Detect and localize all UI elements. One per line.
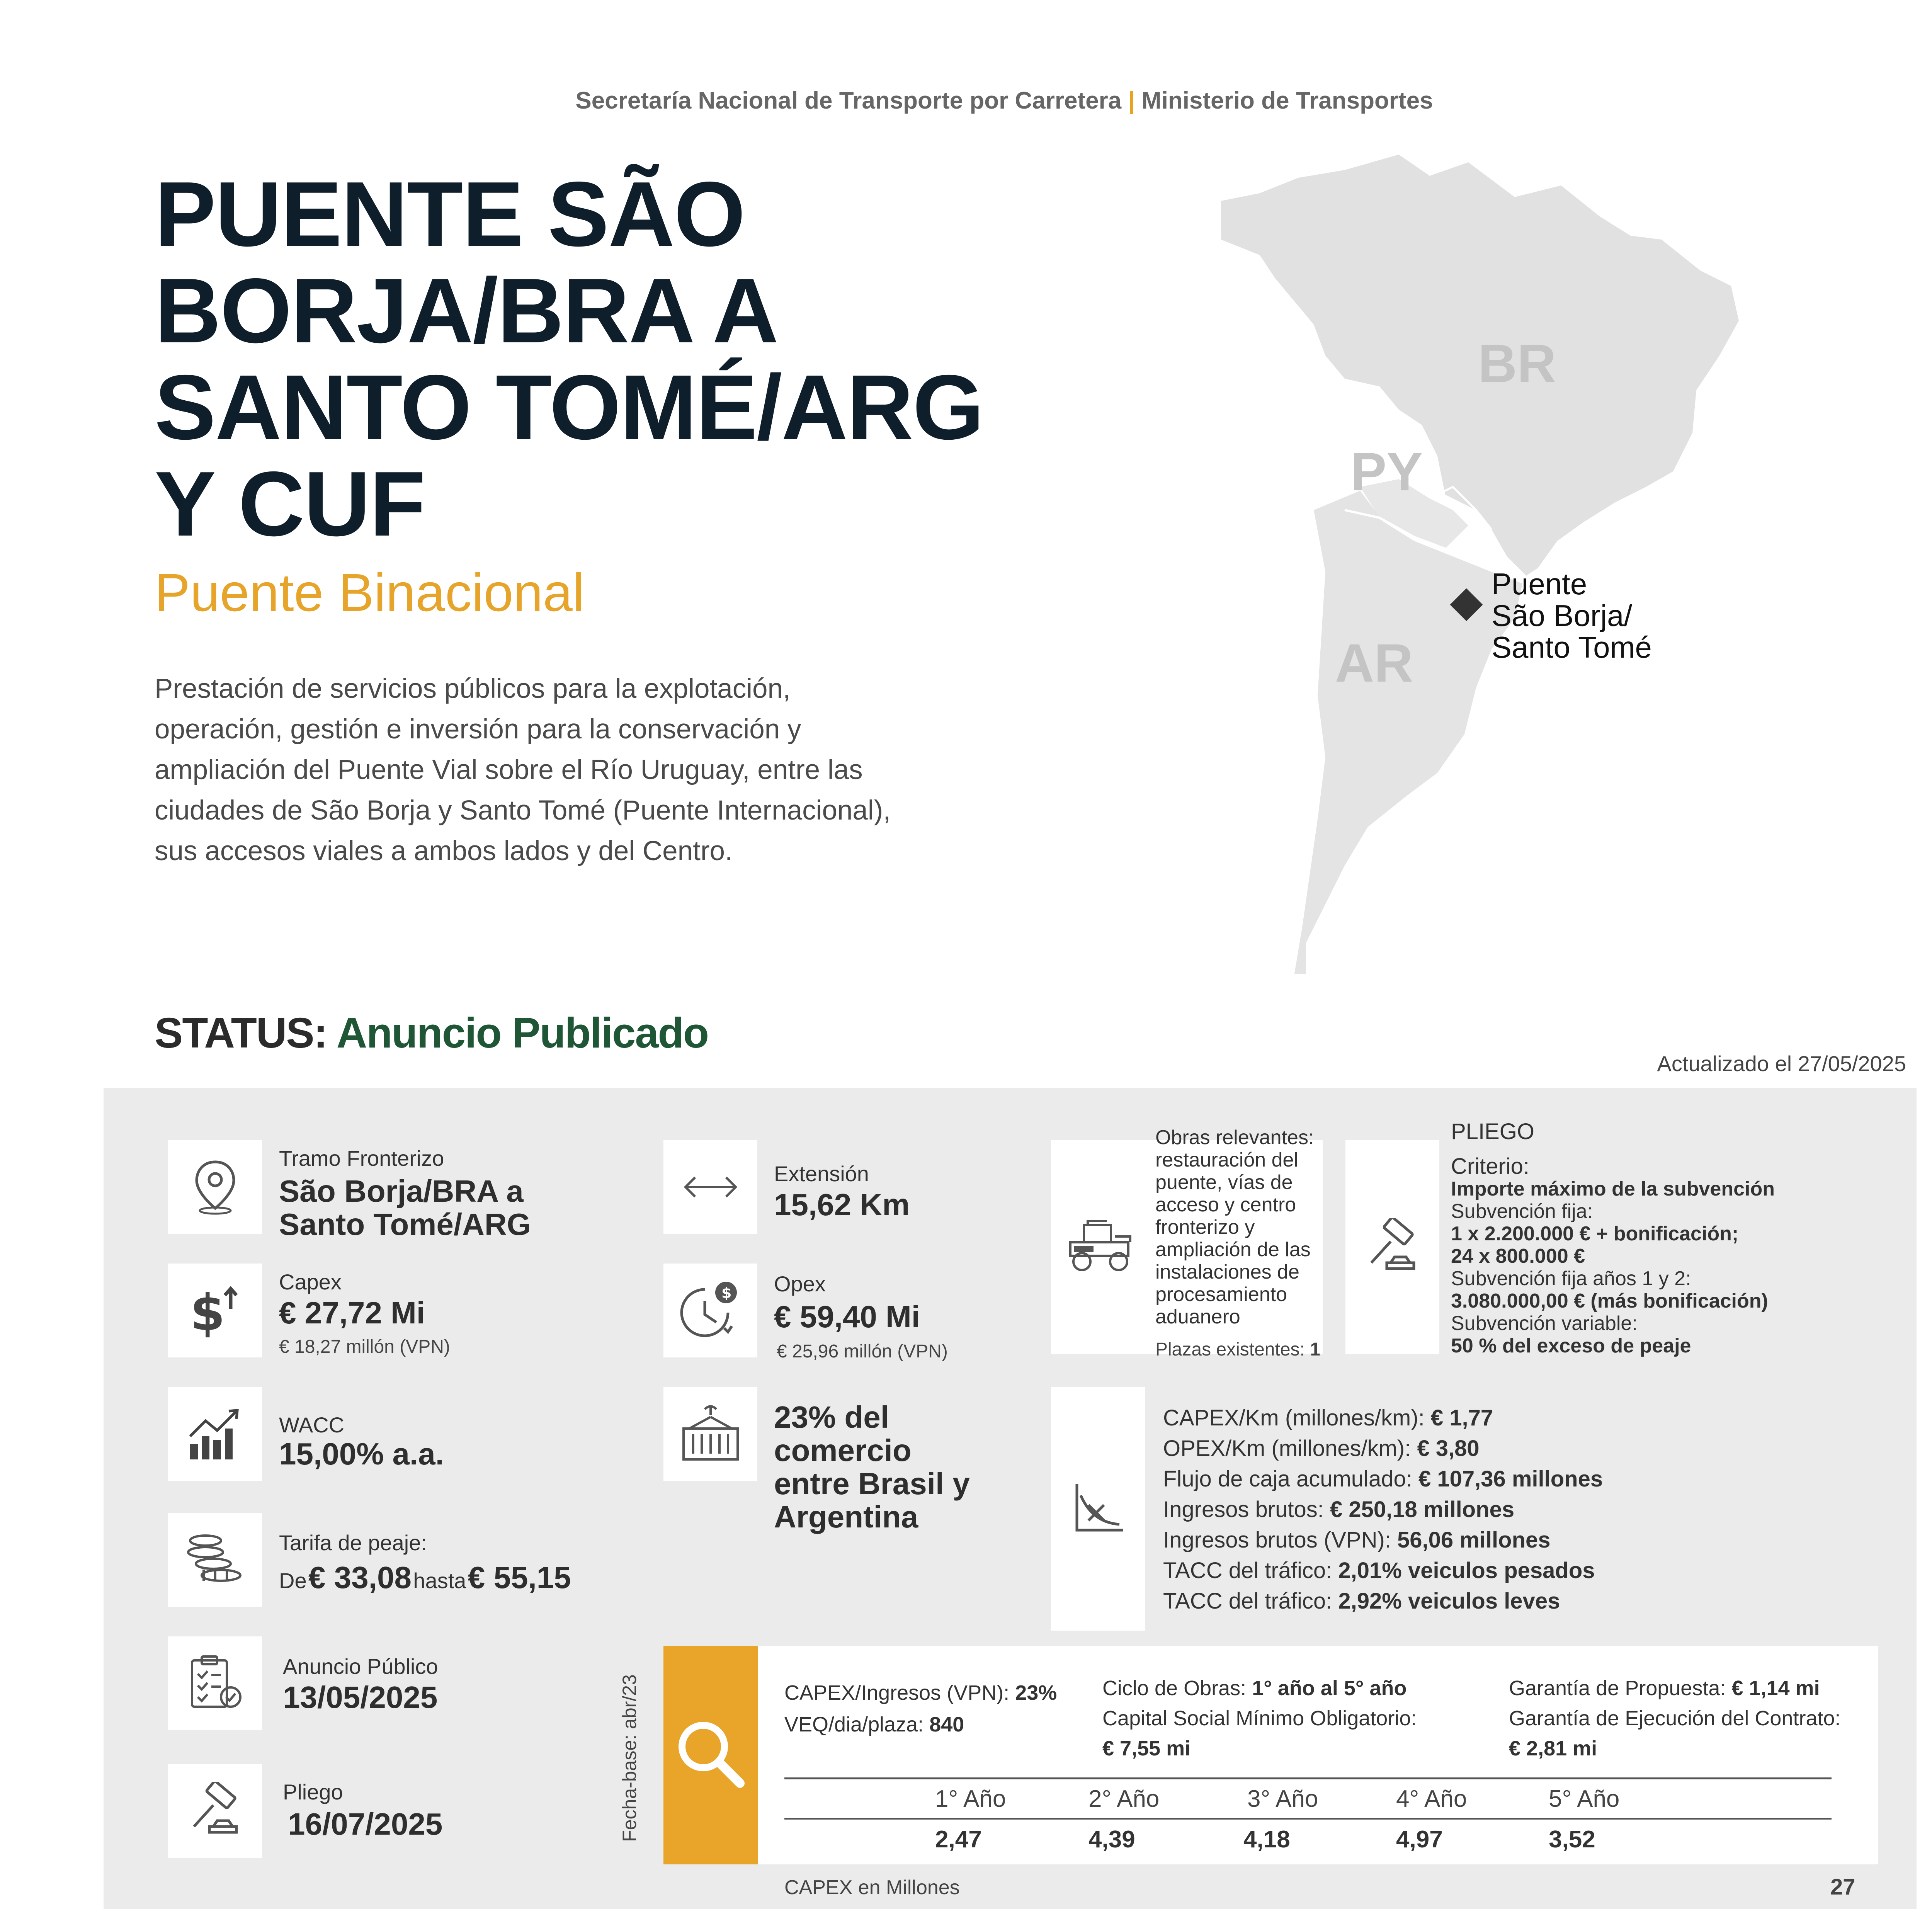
obras-line: Obras relevantes: xyxy=(1155,1126,1314,1149)
location-pin-icon xyxy=(168,1140,262,1234)
tarifa-to-value: € 55,15 xyxy=(468,1560,571,1595)
metrics-list xyxy=(1163,1403,1603,1616)
garantia-propuesta-label: Garantía de Propuesta: xyxy=(1509,1677,1732,1700)
extension-value: 15,62 Km xyxy=(774,1187,910,1222)
capex-label: Capex xyxy=(279,1270,342,1294)
clock-dollar-icon xyxy=(663,1264,757,1357)
title-line-1: PUENTE SÃO xyxy=(155,163,745,265)
document-check-icon xyxy=(168,1636,262,1730)
table-mid-rule xyxy=(784,1818,1832,1820)
metric-label: TACC del tráfico: xyxy=(1163,1558,1338,1583)
pliego-criterio-value: Importe máximo de la subvención xyxy=(1451,1178,1775,1200)
metric-value: 2,01% veiculos pesados xyxy=(1338,1558,1595,1583)
tramo-line-1: São Borja/BRA a xyxy=(279,1174,524,1208)
opex-vpn: € 25,96 millón (VPN) xyxy=(777,1341,948,1362)
title-line-3: SANTO TOMÉ/ARG xyxy=(155,356,984,459)
table-top-rule xyxy=(784,1777,1832,1779)
pliego-details xyxy=(1451,1121,1895,1357)
obras-line: ampliación de las xyxy=(1155,1238,1311,1261)
page-subtitle: Puente Binacional xyxy=(155,563,585,622)
search-icon xyxy=(672,1716,750,1795)
metric-label: CAPEX/Km (millones/km): xyxy=(1163,1405,1431,1430)
obras-text xyxy=(1155,1126,1321,1328)
capex-caption: CAPEX en Millones xyxy=(784,1876,960,1899)
bridge-label-line-3: Santo Tomé xyxy=(1492,630,1652,664)
wacc-label: WACC xyxy=(279,1413,345,1437)
south-america-map xyxy=(1198,139,1777,1020)
metric-label: TACC del tráfico: xyxy=(1163,1588,1338,1614)
pliego-fija-label: Subvención fija: xyxy=(1451,1200,1593,1223)
metric-label: Ingresos brutos (VPN): xyxy=(1163,1527,1397,1553)
pliego-fija12-value: 3.080.000,00 € (más bonificación) xyxy=(1451,1290,1768,1312)
ciclo-label: Ciclo de Obras: xyxy=(1102,1677,1252,1700)
obras-line: fronterizo y xyxy=(1155,1216,1255,1238)
title-line-2: BORJA/BRA A xyxy=(155,260,778,362)
metric-value: 56,06 millones xyxy=(1397,1527,1551,1553)
details-col-3 xyxy=(1509,1673,1841,1764)
garantia-ejecucion-label: Garantía de Ejecución del Contrato: xyxy=(1509,1707,1841,1730)
pliego-fija12-label: Subvención fija años 1 y 2: xyxy=(1451,1267,1691,1290)
bridge-label xyxy=(1492,568,1652,663)
capex-ingresos-value: 23% xyxy=(1015,1681,1057,1704)
obras-line: puente, vías de xyxy=(1155,1171,1293,1194)
tramo-label: Tramo Fronterizo xyxy=(279,1146,444,1170)
garantia-propuesta-value: € 1,14 mi xyxy=(1731,1677,1820,1700)
pliego-date-value: 16/07/2025 xyxy=(288,1807,443,1841)
tarifa-range xyxy=(279,1561,571,1594)
status-label: STATUS: xyxy=(155,1009,327,1057)
obras-line: procesamiento xyxy=(1155,1283,1287,1306)
metric-value: € 3,80 xyxy=(1417,1436,1480,1461)
tramo-line-2: Santo Tomé/ARG xyxy=(279,1207,531,1242)
metric-row xyxy=(1163,1464,1603,1494)
details-col-2 xyxy=(1102,1673,1417,1764)
double-arrow-icon xyxy=(663,1140,757,1234)
container-icon xyxy=(663,1387,757,1481)
extension-label: Extensión xyxy=(774,1162,869,1186)
header-secretaria: Secretaría Nacional de Transporte por Carretera xyxy=(575,87,1122,114)
veq-label: VEQ/dia/plaza: xyxy=(784,1713,930,1736)
anuncio-date: 13/05/2025 xyxy=(283,1680,438,1714)
updated-date: Actualizado el 27/05/2025 xyxy=(1657,1051,1906,1076)
metric-value: 2,92% veiculos leves xyxy=(1338,1588,1560,1614)
metric-value: € 250,18 millones xyxy=(1330,1497,1515,1522)
coins-icon xyxy=(168,1513,262,1607)
project-description: Prestación de servicios públicos para la explotación, operación, gestión e inversión para la conservación y ampliación del Puente Vial sobre el Río Uruguay, entre las ciudades de São Borja y Santo Tomé (Puente Internacional), sus accesos viales a ambos lados y del Centro. xyxy=(155,673,891,866)
pliego-fija-value-2: 24 x 800.000 € xyxy=(1451,1245,1585,1267)
obras-line: acceso y centro xyxy=(1155,1194,1296,1216)
map-label-py: PY xyxy=(1350,441,1423,502)
veq-value: 840 xyxy=(929,1713,964,1736)
year-value: 4,97 xyxy=(1396,1826,1443,1853)
metric-value: € 1,77 xyxy=(1430,1405,1493,1430)
year-header: 5° Año xyxy=(1549,1786,1620,1812)
tarifa-from-value: € 33,08 xyxy=(308,1560,412,1595)
metric-label: Flujo de caja acumulado: xyxy=(1163,1466,1418,1492)
bridge-label-line-2: São Borja/ xyxy=(1492,599,1633,633)
metric-row xyxy=(1163,1525,1603,1555)
header-separator: | xyxy=(1128,87,1135,114)
declining-chart-icon xyxy=(1051,1387,1145,1631)
metric-value: € 107,36 millones xyxy=(1418,1466,1603,1492)
metric-label: Ingresos brutos: xyxy=(1163,1497,1330,1522)
year-header: 3° Año xyxy=(1247,1786,1318,1812)
bridge-label-line-1: Puente xyxy=(1492,567,1587,601)
tarifa-label: Tarifa de peaje: xyxy=(279,1531,427,1555)
ciclo-value: 1° año al 5° año xyxy=(1252,1677,1407,1700)
svg-text:$: $ xyxy=(721,1284,731,1301)
road-roller-icon xyxy=(1061,1217,1138,1277)
year-value: 4,18 xyxy=(1243,1826,1290,1853)
pliego-variable-value: 50 % del exceso de peaje xyxy=(1451,1335,1691,1357)
capital-value: € 7,55 mi xyxy=(1102,1737,1191,1760)
metric-row xyxy=(1163,1494,1603,1525)
metric-row xyxy=(1163,1555,1603,1586)
page-number: 27 xyxy=(1830,1874,1855,1900)
tramo-value xyxy=(279,1175,531,1241)
status-line xyxy=(155,1009,708,1058)
year-value: 3,52 xyxy=(1549,1826,1595,1853)
pliego-title: PLIEGO xyxy=(1451,1119,1534,1144)
metric-label: OPEX/Km (millones/km): xyxy=(1163,1436,1417,1461)
metric-row xyxy=(1163,1433,1603,1464)
pliego-gavel-icon xyxy=(1345,1140,1439,1354)
tarifa-to-word: hasta xyxy=(413,1568,466,1593)
svg-text:$: $ xyxy=(190,1283,225,1340)
capex-value: € 27,72 Mi xyxy=(279,1296,425,1330)
comercio-line-2: comercio xyxy=(774,1433,912,1468)
year-header: 4° Año xyxy=(1396,1786,1467,1812)
opex-value: € 59,40 Mi xyxy=(774,1299,920,1334)
capex-ingresos-label: CAPEX/Ingresos (VPN): xyxy=(784,1681,1015,1704)
pliego-fija-value-1: 1 x 2.200.000 € + bonificación; xyxy=(1451,1223,1739,1245)
status-value: Anuncio Publicado xyxy=(336,1009,708,1057)
pliego-date-label: Pliego xyxy=(283,1780,343,1804)
header-ministerio: Ministerio de Transportes xyxy=(1141,87,1433,114)
plazas-label: Plazas existentes: xyxy=(1155,1339,1305,1360)
comercio-line-3: entre Brasil y xyxy=(774,1466,970,1501)
metric-row xyxy=(1163,1586,1603,1616)
growth-chart-icon xyxy=(168,1387,262,1481)
plazas-value: 1 xyxy=(1310,1339,1320,1360)
title-line-4: Y CUF xyxy=(155,453,425,555)
gavel-icon xyxy=(168,1764,262,1858)
page-title xyxy=(155,163,1082,555)
year-header: 1° Año xyxy=(935,1786,1006,1812)
anuncio-label: Anuncio Público xyxy=(283,1654,438,1679)
map-label-ar: AR xyxy=(1335,633,1413,693)
comercio-text xyxy=(774,1401,970,1534)
dollar-up-icon xyxy=(168,1264,262,1357)
header-bar xyxy=(0,87,1932,114)
argentina-shape xyxy=(1294,491,1522,974)
map-label-br: BR xyxy=(1478,333,1556,394)
plazas-existentes xyxy=(1155,1339,1320,1360)
opex-label: Opex xyxy=(774,1272,826,1296)
obras-line: restauración del xyxy=(1155,1149,1298,1171)
garantia-ejecucion-value: € 2,81 mi xyxy=(1509,1737,1597,1760)
pliego-variable-label: Subvención variable: xyxy=(1451,1312,1638,1335)
capex-vpn: € 18,27 millón (VPN) xyxy=(279,1337,450,1357)
details-col-1 xyxy=(784,1677,1057,1740)
comercio-line-1: 23% del xyxy=(774,1400,889,1434)
fecha-base: Fecha-base: abr/23 xyxy=(619,1674,640,1842)
wacc-value: 15,00% a.a. xyxy=(279,1437,444,1471)
comercio-line-4: Argentina xyxy=(774,1500,918,1534)
tarifa-from-word: De xyxy=(279,1568,307,1593)
pliego-criterio-label: Criterio: xyxy=(1451,1154,1530,1179)
year-value: 4,39 xyxy=(1088,1826,1135,1853)
capital-label: Capital Social Mínimo Obligatorio: xyxy=(1102,1707,1417,1730)
metric-row xyxy=(1163,1403,1603,1433)
obras-line: aduanero xyxy=(1155,1306,1240,1328)
obras-line: instalaciones de xyxy=(1155,1261,1299,1283)
year-value: 2,47 xyxy=(935,1826,982,1853)
year-header: 2° Año xyxy=(1088,1786,1160,1812)
